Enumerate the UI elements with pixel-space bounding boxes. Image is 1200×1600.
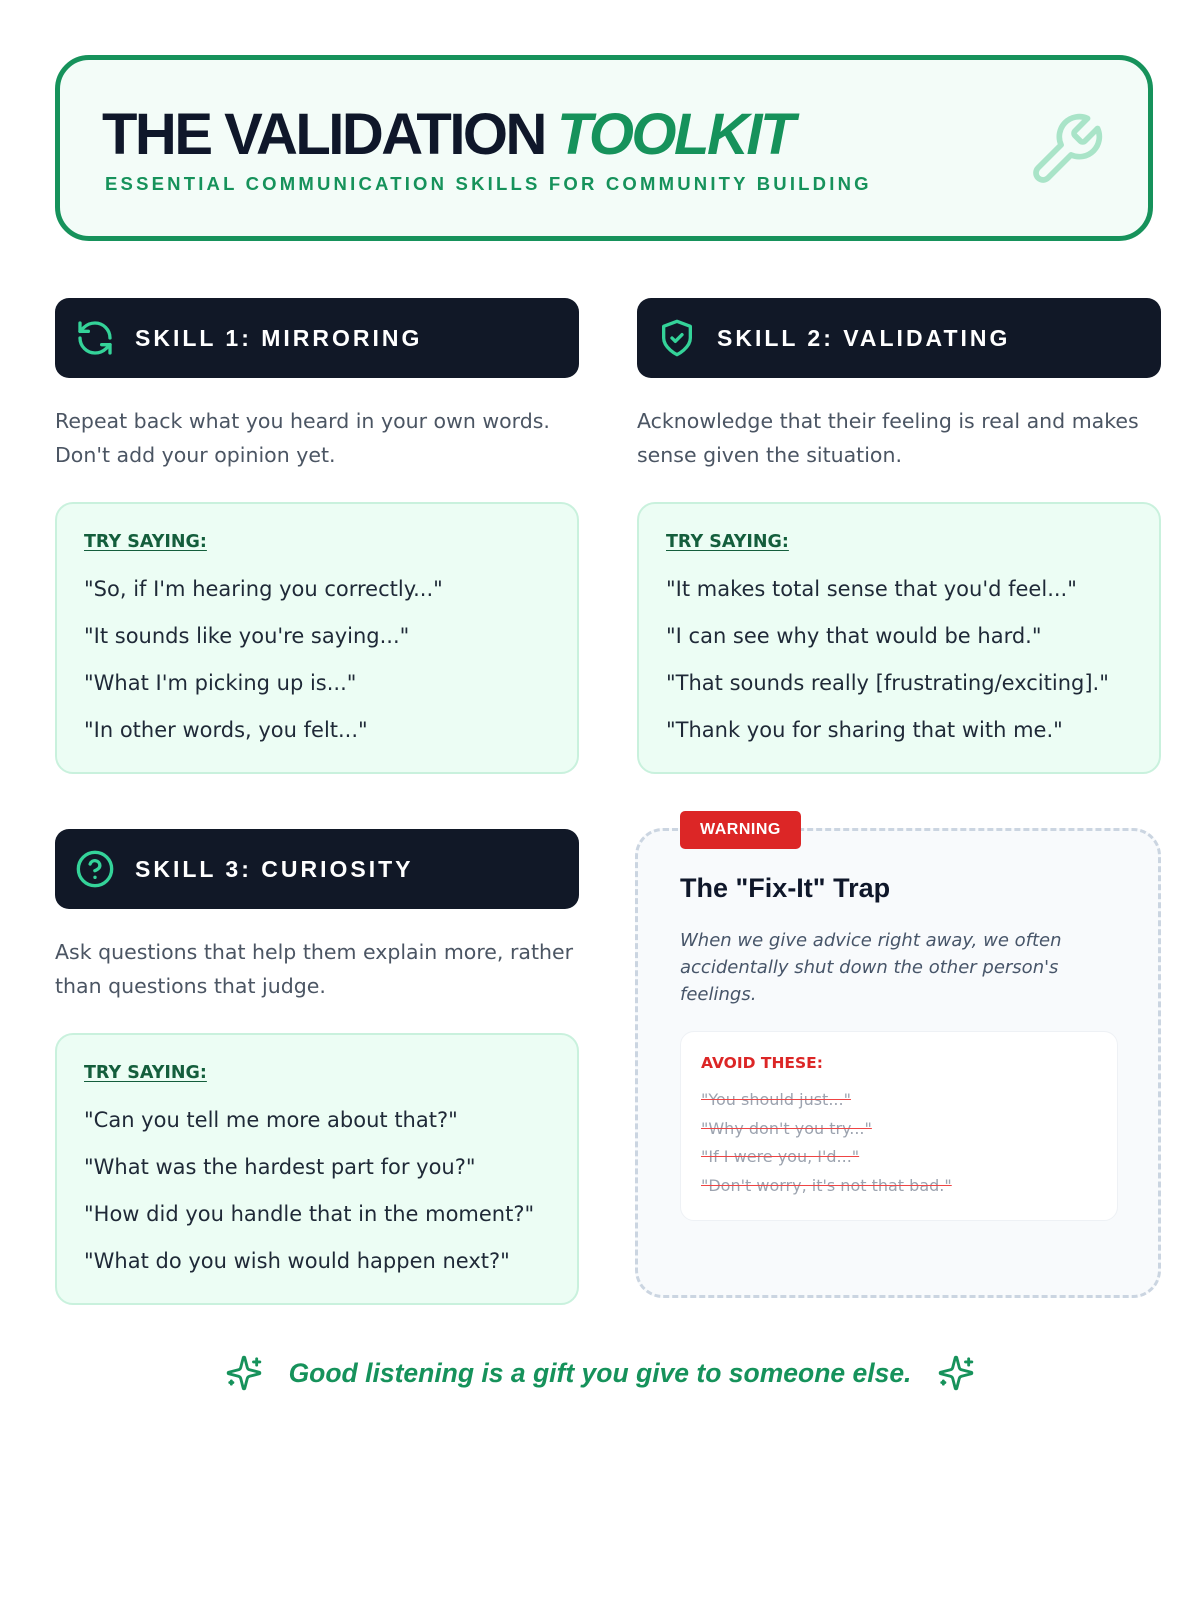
warning-card: [635, 821, 1161, 1298]
avoid-item: "If I were you, I'd...": [701, 1147, 860, 1166]
avoid-item: "You should just...": [701, 1090, 851, 1109]
phrase-item: "It sounds like you're saying...": [84, 624, 410, 648]
avoid-list: [701, 1086, 952, 1200]
phrase-item: "What do you wish would happen next?": [84, 1249, 510, 1273]
phrase-item: "It makes total sense that you'd feel...": [666, 577, 1077, 601]
phrase-item: "So, if I'm hearing you correctly...": [84, 577, 443, 601]
skill-3-description: Ask questions that help them explain more, rather than questions that judge.: [55, 940, 574, 998]
phrase-list: [84, 1097, 534, 1285]
phrase-item: "What was the hardest part for you?": [84, 1155, 476, 1179]
skill-3-phrases-box: [55, 1033, 579, 1305]
phrase-item: "That sounds really [frustrating/exciting].": [666, 671, 1109, 695]
skill-3-header: [55, 829, 579, 909]
header-card: [55, 55, 1153, 241]
shield-check-icon: [657, 318, 697, 358]
skill-2-header: [637, 298, 1161, 378]
try-saying-label: TRY SAYING:: [84, 532, 207, 552]
footer: [0, 1348, 1200, 1398]
title-main: THE VALIDATION: [102, 102, 545, 167]
skill-1-header: [55, 298, 579, 378]
question-circle-icon: [75, 849, 115, 889]
skill-2-description: Acknowledge that their feeling is real and makes sense given the situation.: [637, 409, 1139, 467]
skill-1-description: Repeat back what you heard in your own words. Don't add your opinion yet.: [55, 409, 550, 467]
sparkles-icon: [225, 1354, 263, 1392]
skill-1-phrases-box: [55, 502, 579, 774]
skill-2-title: SKILL 2: VALIDATING: [717, 325, 1011, 351]
warning-badge: WARNING: [680, 811, 801, 849]
wrench-icon: [1026, 110, 1106, 190]
avoid-item: "Don't worry, it's not that bad.": [701, 1175, 952, 1195]
footer-quote: Good listening is a gift you give to someone else.: [288, 1357, 912, 1388]
avoid-label: AVOID THESE:: [701, 1054, 823, 1072]
skill-2-phrases-box: [637, 502, 1161, 774]
page-title: [102, 104, 793, 166]
phrase-item: "How did you handle that in the moment?": [84, 1202, 535, 1226]
phrase-item: "What I'm picking up is...": [84, 671, 357, 695]
try-saying-label: TRY SAYING:: [666, 532, 789, 552]
phrase-item: "I can see why that would be hard.": [666, 624, 1042, 648]
title-accent: TOOLKIT: [556, 102, 793, 167]
warning-title: The "Fix-It" Trap: [680, 873, 891, 903]
phrase-item: "Thank you for sharing that with me.": [666, 718, 1063, 742]
page-subtitle: ESSENTIAL COMMUNICATION SKILLS FOR COMMUNITY BUILDING: [105, 173, 872, 194]
phrase-item: "Can you tell me more about that?": [84, 1108, 458, 1132]
phrase-list: [666, 566, 1109, 754]
try-saying-label: TRY SAYING:: [84, 1063, 207, 1083]
skill-3-title: SKILL 3: CURIOSITY: [135, 856, 414, 882]
avoid-item: "Why don't you try...": [701, 1118, 872, 1138]
sparkles-icon: [937, 1354, 975, 1392]
refresh-icon: [75, 318, 115, 358]
avoid-box: [680, 1031, 1118, 1221]
skill-1-title: SKILL 1: MIRRORING: [135, 325, 423, 351]
warning-text: When we give advice right away, we often accidentally shut down the other person's feelings.: [680, 930, 1062, 1005]
phrase-item: "In other words, you felt...": [84, 718, 368, 742]
phrase-list: [84, 566, 443, 754]
